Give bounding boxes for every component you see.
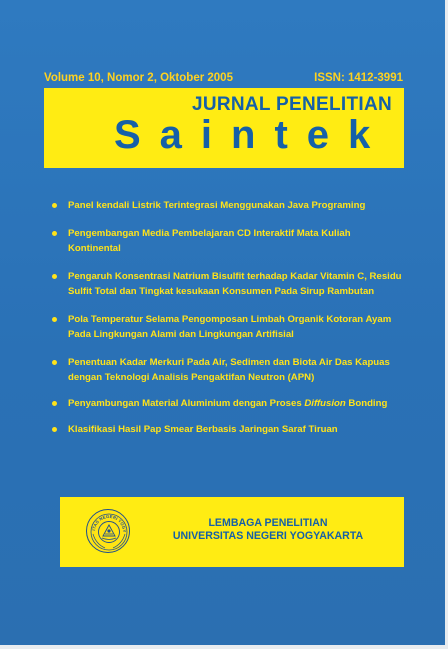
article-title-line: Kontinental [68, 243, 121, 254]
volume-info: Volume 10, Nomor 2, Oktober 2005 [44, 72, 233, 84]
bullet-icon [52, 401, 57, 406]
issn-info: ISSN: 1412-3991 [314, 72, 403, 84]
publisher-name [148, 517, 388, 543]
article-item [52, 422, 404, 437]
journal-title: JURNAL PENELITIAN [191, 94, 392, 115]
university-logo-icon [86, 509, 130, 553]
article-title-line: Penentuan Kadar Merkuri Pada Air, Sedimen dan Biota Air Das Kapuas [68, 357, 390, 368]
article-item [52, 312, 404, 342]
article-item [52, 269, 404, 299]
bullet-icon [52, 427, 57, 432]
article-title-line: Pola Temperatur Selama Pengomposan Limbah Organik Kotoran Ayam [68, 314, 392, 325]
bullet-icon [52, 231, 57, 236]
article-title-line: Pengaruh Konsentrasi Natrium Bisulfit terhadap Kadar Vitamin C, Residu [68, 271, 402, 282]
logo-lettering: ITAS NEGERI YOGY [91, 513, 128, 533]
article-title-line: Klasifikasi Hasil Pap Smear Berbasis Jaringan Saraf Tiruan [68, 424, 338, 435]
publisher-line-2: UNIVERSITAS NEGERI YOGYAKARTA [172, 530, 364, 542]
article-list [52, 198, 404, 437]
bullet-icon [52, 360, 57, 365]
bullet-icon [52, 317, 57, 322]
bullet-icon [52, 274, 57, 279]
article-item [52, 226, 404, 256]
article-title-pre: Penyambungan Material Aluminium dengan Proses [68, 398, 305, 409]
article-title-post: Bonding [345, 398, 388, 409]
article-title-line: Panel kendali Listrik Terintegrasi Menggunakan Java Programing [68, 200, 366, 211]
article-title-line: Pada Lingkungan Alami dan Lingkungan Artifisial [68, 329, 294, 340]
bullet-icon [52, 203, 57, 208]
article-title-line: Sulfit Total dan Tingkat kesukaan Konsumen Pada Sirup Rambutan [68, 286, 375, 297]
article-title-line: dengan Teknologi Analisis Pengaktifan Neutron (APN) [68, 372, 315, 383]
article-item [52, 396, 404, 411]
publisher-box [60, 497, 404, 567]
article-title-line: Pengembangan Media Pembelajaran CD Interaktif Mata Kuliah [68, 228, 351, 239]
title-box [44, 88, 404, 168]
issue-meta [44, 72, 403, 84]
article-item [52, 355, 404, 385]
article-title-italic: Diffusion [304, 398, 346, 409]
article-item [52, 198, 404, 213]
publisher-line-1: LEMBAGA PENELITIAN [208, 517, 328, 529]
journal-name: Saintek [114, 113, 390, 157]
